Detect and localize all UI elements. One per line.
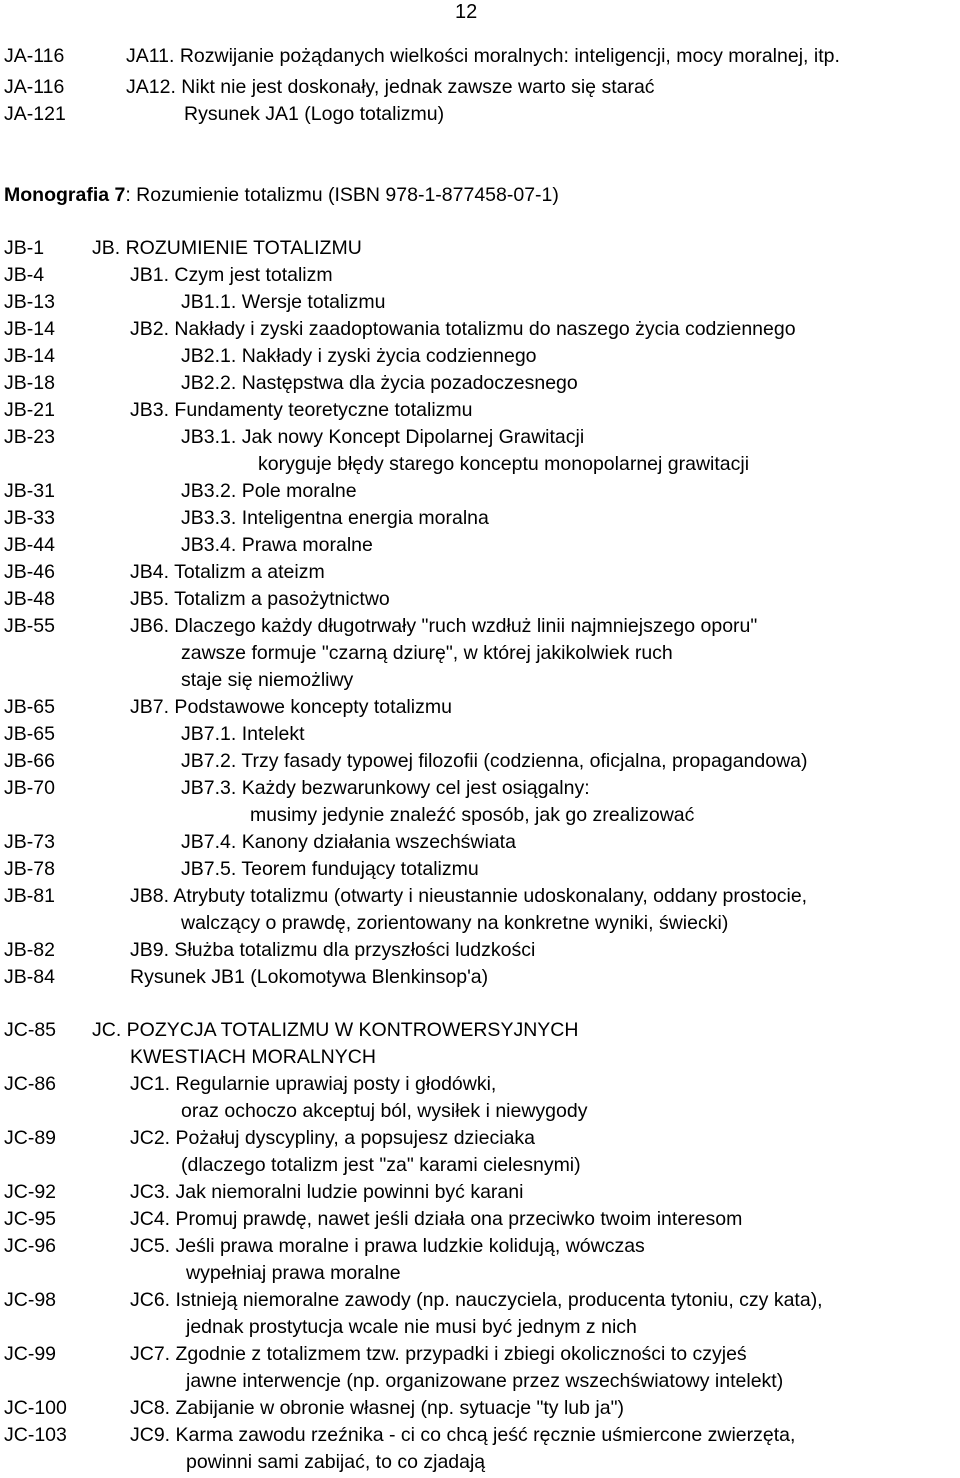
toc-line: Rysunek JA1 (Logo totalizmu) xyxy=(184,103,445,125)
toc-line: JB4. Totalizm a ateizm xyxy=(130,561,325,583)
ref-label: JB-78 xyxy=(4,858,55,880)
toc-line: JB3. Fundamenty teoretyczne totalizmu xyxy=(130,399,473,421)
toc-line: JA11. Rozwijanie pożądanych wielkości moralnych: inteligencji, mocy moralnej, itp. xyxy=(126,45,840,67)
toc-line: JB6. Dlaczego każdy długotrwały "ruch wzdłuż linii najmniejszego oporu" xyxy=(130,615,758,637)
toc-line: JC4. Promuj prawdę, nawet jeśli działa ona przeciwko twoim interesom xyxy=(130,1208,743,1230)
ref-label: JB-31 xyxy=(4,480,55,502)
toc-line: JC2. Pożałuj dyscypliny, a popsujesz dzieciaka xyxy=(130,1127,536,1149)
toc-line: JB7.2. Trzy fasady typowej filozofii (codzienna, oficjalna, propagandowa) xyxy=(181,750,808,772)
ref-label: JB-65 xyxy=(4,723,55,745)
ref-label: JA-116 xyxy=(4,76,65,98)
ref-label: JC-89 xyxy=(4,1127,57,1149)
ref-label: JC-85 xyxy=(4,1019,57,1041)
toc-line: powinni sami zabijać, to co zjadają xyxy=(186,1451,486,1473)
toc-line: JB3.1. Jak nowy Koncept Dipolarnej Grawitacji xyxy=(181,426,585,448)
toc-line: JB1. Czym jest totalizm xyxy=(130,264,333,286)
ref-label: JA-121 xyxy=(4,103,66,125)
toc-line: JB7.1. Intelekt xyxy=(181,723,305,745)
toc-line: JC1. Regularnie uprawiaj posty i głodówki, xyxy=(130,1073,497,1095)
ref-label: JC-99 xyxy=(4,1343,57,1365)
ref-label: JB-21 xyxy=(4,399,55,421)
ref-label: JB-14 xyxy=(4,318,55,340)
toc-line: JB7.5. Teorem fundujący totalizmu xyxy=(181,858,479,880)
ref-label: JB-73 xyxy=(4,831,55,853)
ref-label: JB-14 xyxy=(4,345,55,367)
toc-line: JB3.2. Pole moralne xyxy=(181,480,357,502)
toc-line: JB7.4. Kanony działania wszechświata xyxy=(181,831,516,853)
toc-line: oraz ochoczo akceptuj ból, wysiłek i niewygody xyxy=(181,1100,588,1122)
ref-label: JB-81 xyxy=(4,885,55,907)
ref-label: JB-4 xyxy=(4,264,45,286)
toc-line: JA12. Nikt nie jest doskonały, jednak zawsze warto się starać xyxy=(126,76,655,98)
toc-line: JC5. Jeśli prawa moralne i prawa ludzkie kolidują, wówczas xyxy=(130,1235,645,1257)
ref-label: JB-23 xyxy=(4,426,55,448)
toc-line: JC3. Jak niemoralni ludzie powinni być karani xyxy=(130,1181,524,1203)
ref-label: JB-33 xyxy=(4,507,55,529)
toc-line: zawsze formuje "czarną dziurę", w której jakikolwiek ruch xyxy=(181,642,673,664)
toc-line: musimy jedynie znaleźć sposób, jak go zrealizować xyxy=(250,804,695,826)
ref-label: JC-103 xyxy=(4,1424,67,1446)
toc-line: jednak prostytucja wcale nie musi być jednym z nich xyxy=(186,1316,637,1338)
ref-label: JB-65 xyxy=(4,696,55,718)
toc-line: JB2.1. Nakłady i zyski życia codziennego xyxy=(181,345,537,367)
toc-line: JB1.1. Wersje totalizmu xyxy=(181,291,386,313)
toc-line: jawne interwencje (np. organizowane przez wszechświatowy intelekt) xyxy=(186,1370,784,1392)
toc-line: JC9. Karma zawodu rzeźnika - ci co chcą jeść ręcznie uśmiercone zwierzęta, xyxy=(130,1424,796,1446)
ref-label: JB-70 xyxy=(4,777,55,799)
ref-label: JB-55 xyxy=(4,615,55,637)
ref-label: JB-1 xyxy=(4,237,45,259)
monograph-title-rest: : Rozumienie totalizmu (ISBN 978-1-877458-07-1) xyxy=(125,184,559,206)
toc-line: walczący o prawdę, zorientowany na konkretne wyniki, świecki) xyxy=(181,912,729,934)
toc-line: JB. ROZUMIENIE TOTALIZMU xyxy=(92,237,362,259)
ref-label: JC-86 xyxy=(4,1073,57,1095)
toc-line: KWESTIACH MORALNYCH xyxy=(130,1046,376,1068)
toc-line: wypełniaj prawa moralne xyxy=(186,1262,401,1284)
ref-label: JB-48 xyxy=(4,588,55,610)
monograph-title xyxy=(4,183,559,207)
ref-label: JB-18 xyxy=(4,372,55,394)
toc-line: (dlaczego totalizm jest "za" karami cielesnymi) xyxy=(181,1154,581,1176)
toc-line: JB9. Służba totalizmu dla przyszłości ludzkości xyxy=(130,939,536,961)
toc-line: JB3.3. Inteligentna energia moralna xyxy=(181,507,489,529)
toc-line: JB2.2. Następstwa dla życia pozadoczesnego xyxy=(181,372,578,394)
toc-line: JB8. Atrybuty totalizmu (otwarty i nieustannie udoskonalany, oddany prostocie, xyxy=(130,885,808,907)
toc-line: Rysunek JB1 (Lokomotywa Blenkinsop'a) xyxy=(130,966,489,988)
monograph-title-bold: Monografia 7 xyxy=(4,184,126,206)
ref-label: JC-96 xyxy=(4,1235,57,1257)
ref-label: JA-116 xyxy=(4,45,65,67)
toc-line: koryguje błędy starego konceptu monopolarnej grawitacji xyxy=(258,453,750,475)
ref-label: JC-92 xyxy=(4,1181,57,1203)
ref-label: JB-82 xyxy=(4,939,55,961)
toc-line: JC8. Zabijanie w obronie własnej (np. sytuacje "ty lub ja") xyxy=(130,1397,624,1419)
toc-line: JC6. Istnieją niemoralne zawody (np. nauczyciela, producenta tytoniu, czy kata), xyxy=(130,1289,823,1311)
toc-line: JB7.3. Każdy bezwarunkowy cel jest osiągalny: xyxy=(181,777,590,799)
toc-line: JB2. Nakłady i zyski zaadoptowania totalizmu do naszego życia codziennego xyxy=(130,318,796,340)
ref-label: JB-44 xyxy=(4,534,55,556)
ref-label: JB-46 xyxy=(4,561,55,583)
toc-line: staje się niemożliwy xyxy=(181,669,354,691)
toc-line: JB5. Totalizm a pasożytnictwo xyxy=(130,588,390,610)
ref-label: JB-13 xyxy=(4,291,55,313)
toc-line: JC7. Zgodnie z totalizmem tzw. przypadki i zbiegi okoliczności to czyjeś xyxy=(130,1343,747,1365)
toc-line: JB7. Podstawowe koncepty totalizmu xyxy=(130,696,452,718)
page-number: 12 xyxy=(455,1,478,23)
toc-line: JB3.4. Prawa moralne xyxy=(181,534,373,556)
ref-label: JB-84 xyxy=(4,966,55,988)
ref-label: JC-100 xyxy=(4,1397,67,1419)
ref-label: JB-66 xyxy=(4,750,55,772)
toc-line: JC. POZYCJA TOTALIZMU W KONTROWERSYJNYCH xyxy=(92,1019,579,1041)
ref-label: JC-98 xyxy=(4,1289,57,1311)
ref-label: JC-95 xyxy=(4,1208,57,1230)
